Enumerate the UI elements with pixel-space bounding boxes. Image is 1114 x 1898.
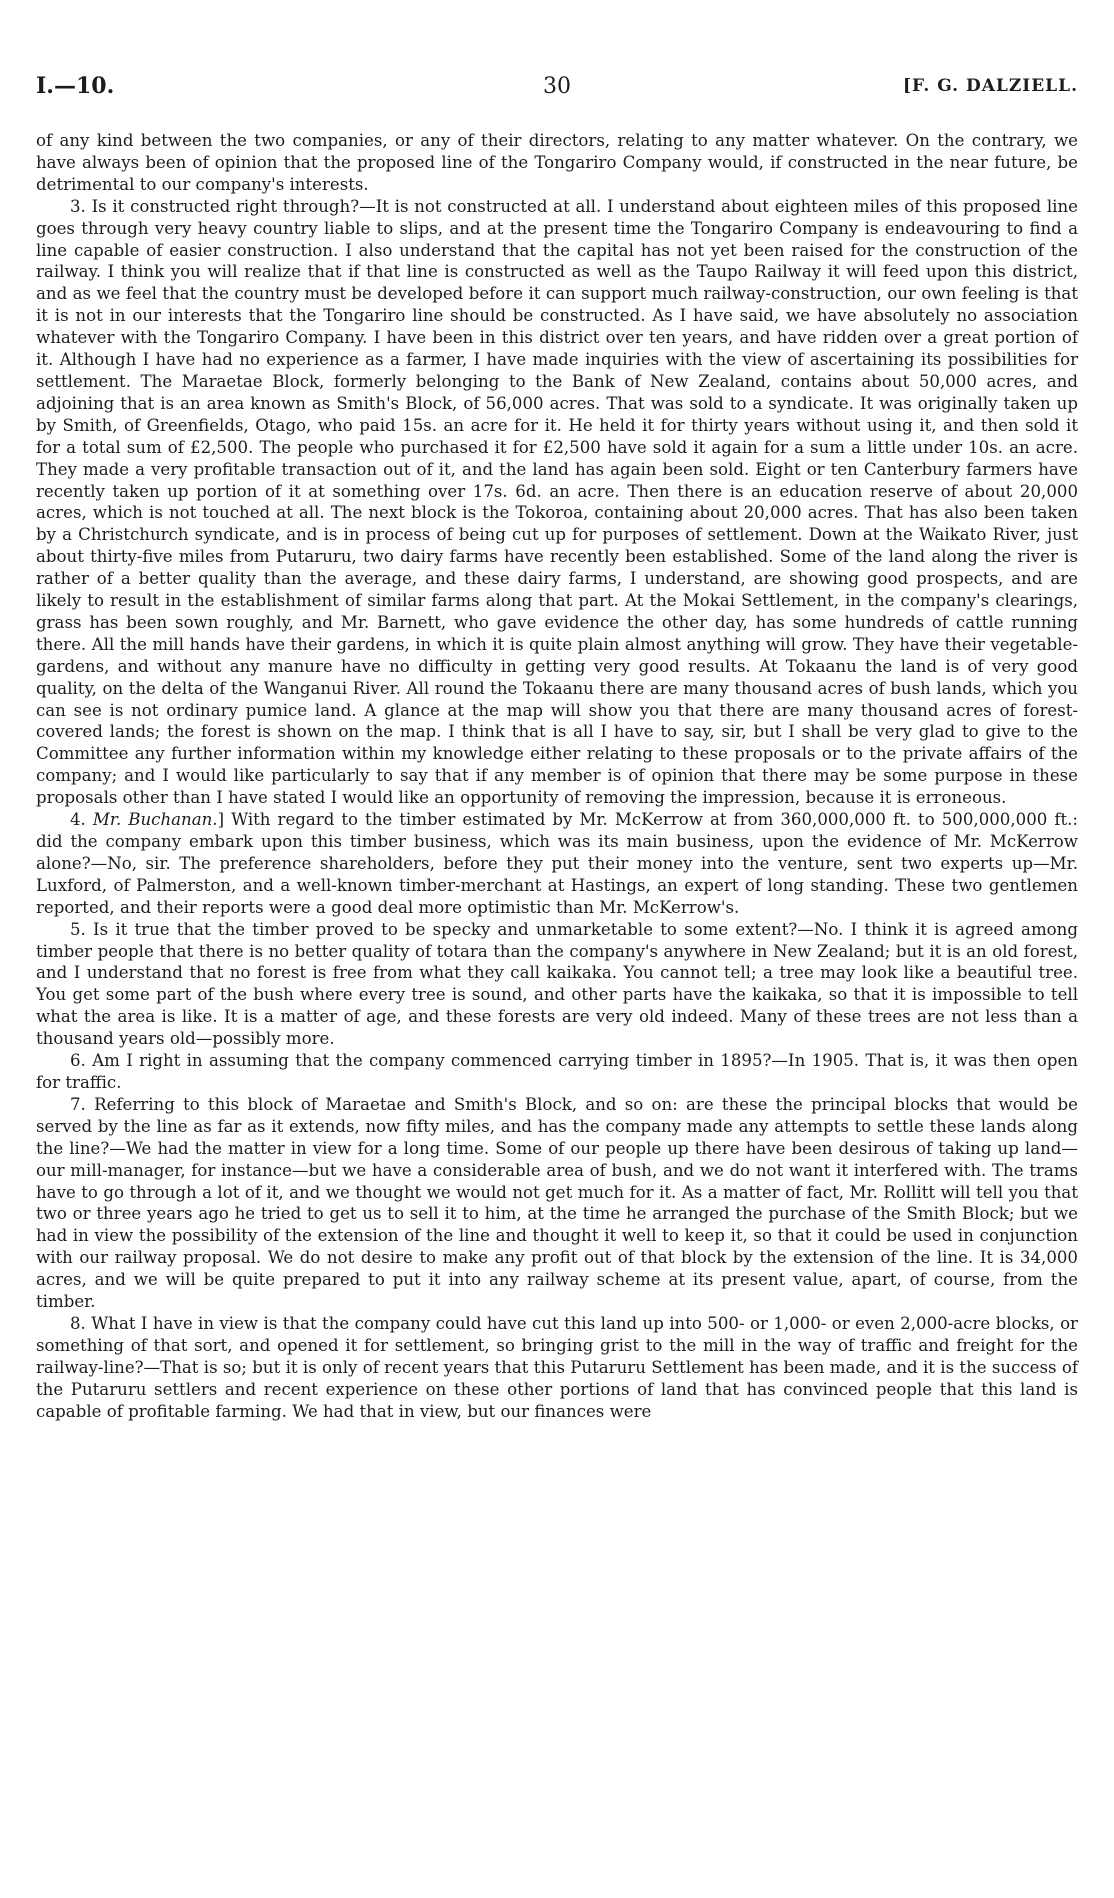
speaker-name: Mr. Buchanan. xyxy=(92,810,218,830)
question-number: 7. xyxy=(70,1094,86,1114)
question-text: Am I right in assuming that the company commenced carrying timber in 1895?—In 1905. That is, it was then open for traffic. xyxy=(36,1051,1078,1092)
page-number: 30 xyxy=(543,74,571,99)
question-6 xyxy=(36,1050,1078,1094)
page-header xyxy=(36,73,1078,104)
question-8 xyxy=(36,1313,1078,1423)
question-text: ] With regard to the timber estimated by Mr. McKerrow at from 360,000,000 ft. to 500,000,000 ft.: did the company embark upon this timber business, which was its main business, upon the evidence of Mr. McKerrow alone?—No, sir. The preference shareholders, before they put their money into the venture, sent two experts up—Mr. Luxford, of Palmerston, and a well-known timber-merchant at Hastings, an expert of long standing. These two gentlemen reported, and their reports were a good deal more optimistic than Mr. McKerrow's. xyxy=(36,810,1079,917)
question-text: Is it true that the timber proved to be specky and unmarketable to some extent?—No. I think it is agreed among timber people that there is no better quality of totara than the company's anywhere in New Zealand; but it is an old forest, and I understand that no forest is free from what they call kaikaka. You cannot tell; a tree may look like a beautiful tree. You get some part of the bush where every tree is sound, and other parts have the kaikaka, so that it is impossible to tell what the area is like. It is a matter of age, and these forests are very old indeed. Many of these trees are not less than a thousand years old—possibly more. xyxy=(36,919,1078,1049)
question-number: 4. xyxy=(70,810,86,830)
question-text: Is it constructed right through?—It is not constructed at all. I understand about eighteen miles of this proposed line goes through very heavy country liable to slips, and at the present time the Tongariro Company is endeavouring to find a line capable of easier construction. I also understand that the capital has not yet been raised for the construction of the railway. I think you will realize that if that line is constructed as well as the Taupo Railway it will feed upon this district, and as we feel that the country must be developed before it can support much railway-construction, our own feeling is that it is not in our interests that the Tongariro line should be constructed. As I have said, we have absolutely no association whatever with the Tongariro Company. I have been in this district over ten years, and have ridden over a great portion of it. Although I have had no experience as a farmer, I have made inquiries with the view of ascertaining its possibilities for settlement. The Maraetae Block, formerly belonging to the Bank of New Zealand, contains about 50,000 acres, and adjoining that is an area known as Smith's Block, of 56,000 acres. That was sold to a syndicate. It was originally taken up by Smith, of Greenfields, Otago, who paid 15s. an acre for it. He held it for thirty years without using it, and then sold it for a total sum of £2,500. The people who purchased it for £2,500 have sold it again for a sum a little under 10s. an acre. They made a very profitable transaction out of it, and the land has again been sold. Eight or ten Canterbury farmers have recently taken up portion of it at something over 17s. 6d. an acre. Then there is an education reserve of about 20,000 acres, which is not touched at all. The next block is the Tokoroa, containing about 20,000 acres. That has also been taken by a Christchurch syndicate, and is in process of being cut up for purposes of settlement. Down at the Waikato River, just about thirty-five miles from Putaruru, two dairy farms have recently been established. Some of the land along the river is rather of a better quality than the average, and these dairy farms, I understand, are showing good prospects, and are likely to result in the establishment of similar farms along that part. At the Mokai Settlement, in the company's clearings, grass has been sown roughly, and Mr. Barnett, who gave evidence the other day, has some hundreds of cattle running there. All the mill hands have their gardens, in which it is quite plain almost anything will grow. They have their vegetable-gardens, and without any manure have no difficulty in getting very good results. At Tokaanu the land is of very good quality, on the delta of the Wanganui River. All round the Tokaanu there are many thousand acres of bush lands, which you can see is not ordinary pumice land. A glance at the map will show you that there are many thousand acres of forest-covered lands; the forest is shown on the map. I think that is all I have to say, sir, but I shall be very glad to give to the Committee any further information within my knowledge either relating to these proposals or to the private affairs of the company; and I would like particularly to say that if any member is of opinion that there may be some purpose in these proposals other than I have stated I would like an opportunity of removing the impression, because it is erroneous. xyxy=(36,196,1078,808)
question-7 xyxy=(36,1094,1078,1313)
paper-reference: I.—10. xyxy=(36,73,115,99)
paragraph-continued: of any kind between the two companies, or any of their directors, relating to any matter whatever. On the contrary, we have always been of opinion that the proposed line of the Tongariro Company would, if constructed in the near future, be detrimental to our company's interests. xyxy=(36,131,1078,194)
question-number: 5. xyxy=(70,919,86,939)
question-3 xyxy=(36,196,1078,809)
body-text xyxy=(36,130,1078,1422)
document-page xyxy=(36,0,1078,1898)
question-number: 3. xyxy=(70,196,86,216)
question-4 xyxy=(36,809,1078,919)
question-5 xyxy=(36,919,1078,1050)
question-number: 8. xyxy=(70,1313,86,1333)
question-text: What I have in view is that the company could have cut this land up into 500- or 1,000- or even 2,000-acre blocks, or something of that sort, and opened it for settlement, so bringing grist to the mill in the way of traffic and freight for the railway-line?—That is so; but it is only of recent years that this Putaruru Settlement has been made, and it is the success of the Putaruru settlers and recent experience on these other portions of land that has convinced people that this land is capable of profitable farming. We had that in view, but our finances were xyxy=(36,1313,1078,1421)
question-text: Referring to this block of Maraetae and Smith's Block, and so on: are these the principal blocks that would be served by the line as far as it extends, now fifty miles, and has the company made any attempts to settle these lands along the line?—We had the matter in view for a long time. Some of our people up there have been desirous of taking up land—our mill-manager, for instance—but we have a considerable area of bush, and we do not want it interfered with. The trams have to go through a lot of it, and we thought we would not get much for it. As a matter of fact, Mr. Rollitt will tell you that two or three years ago he tried to get us to sell it to him, at the time he arranged the purchase of the Smith Block; but we had in view the possibility of the extension of the line and thought it well to keep it, so that it could be used in conjunction with our railway proposal. We do not desire to make any profit out of that block by the extension of the line. It is 34,000 acres, and we will be quite prepared to put it into any railway scheme at its present value, apart, of course, from the timber. xyxy=(36,1094,1078,1312)
question-number: 6. xyxy=(70,1051,86,1071)
witness-name: [F. G. DALZIELL. xyxy=(902,76,1078,96)
